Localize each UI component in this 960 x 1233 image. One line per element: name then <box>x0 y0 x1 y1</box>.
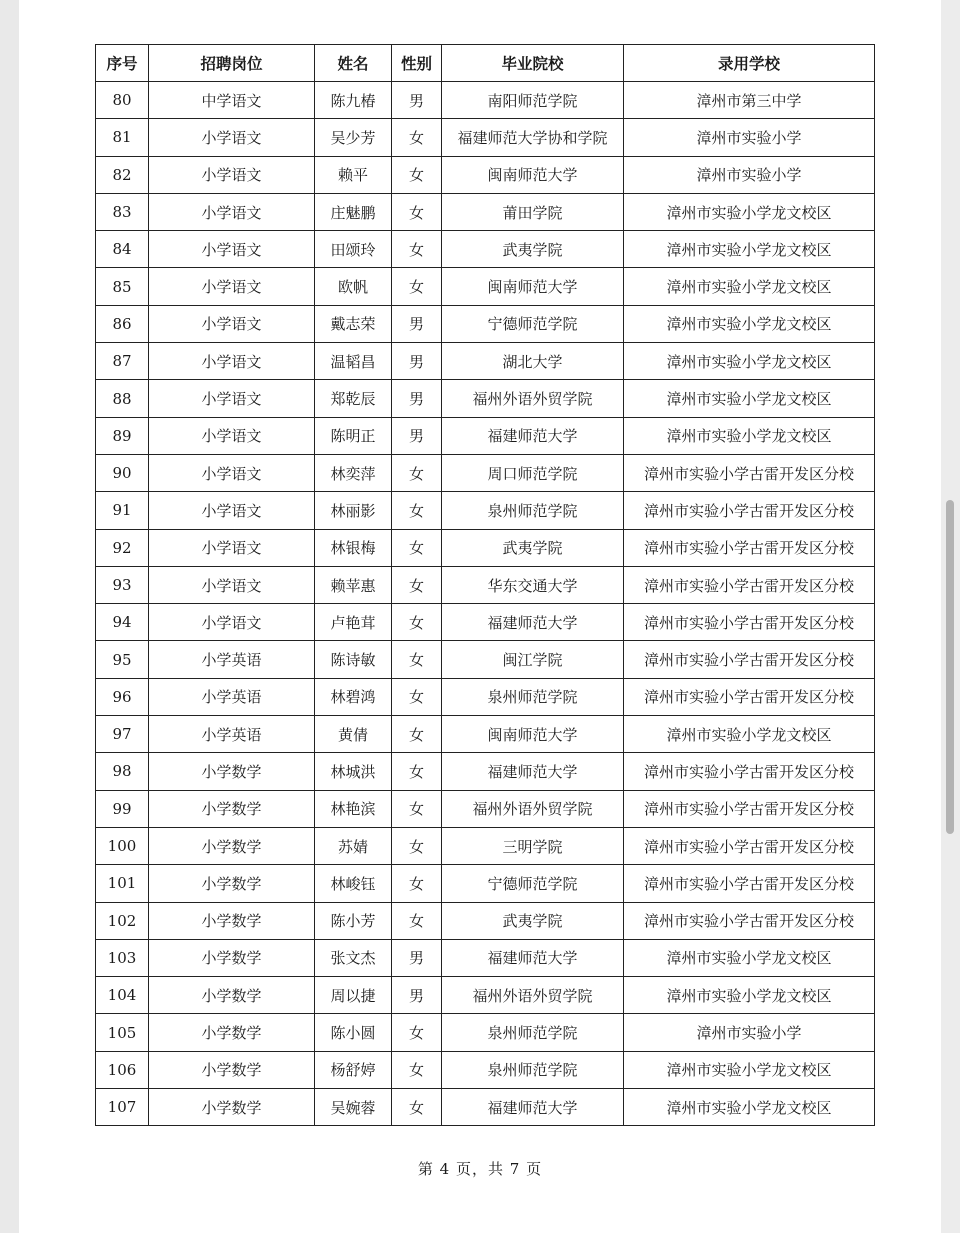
cell-gender: 女 <box>392 678 442 715</box>
cell-name: 郑乾辰 <box>315 380 392 417</box>
cell-name: 田颂玲 <box>315 231 392 268</box>
cell-gender: 男 <box>392 380 442 417</box>
cell-graduated-from: 宁德师范学院 <box>442 865 624 902</box>
cell-graduated-from: 宁德师范学院 <box>442 305 624 342</box>
cell-position: 小学数学 <box>149 977 315 1014</box>
cell-gender: 女 <box>392 604 442 641</box>
cell-name: 黄倩 <box>315 716 392 753</box>
table-row <box>96 454 875 491</box>
cell-gender: 女 <box>392 119 442 156</box>
cell-hired-school: 漳州市实验小学 <box>624 156 875 193</box>
cell-position: 小学语文 <box>149 604 315 641</box>
page-number-footer: 第 4 页，共 7 页 <box>417 1160 543 1178</box>
cell-position: 小学英语 <box>149 678 315 715</box>
cell-name: 温韬昌 <box>315 343 392 380</box>
cell-name: 赖平 <box>315 156 392 193</box>
table-row <box>96 492 875 529</box>
cell-name: 林碧鸿 <box>315 678 392 715</box>
table-row <box>96 193 875 230</box>
cell-hired-school: 漳州市实验小学龙文校区 <box>624 305 875 342</box>
cell-hired-school: 漳州市实验小学古雷开发区分校 <box>624 678 875 715</box>
table-row <box>96 119 875 156</box>
table-row <box>96 604 875 641</box>
header-graduated-from: 毕业院校 <box>442 45 624 82</box>
cell-name: 陈明正 <box>315 417 392 454</box>
vertical-scrollbar[interactable] <box>941 0 960 1233</box>
cell-graduated-from: 南阳师范学院 <box>442 82 624 119</box>
cell-graduated-from: 闽南师范大学 <box>442 716 624 753</box>
cell-gender: 男 <box>392 977 442 1014</box>
scrollbar-thumb[interactable] <box>946 500 954 834</box>
cell-hired-school: 漳州市实验小学古雷开发区分校 <box>624 753 875 790</box>
cell-name: 林峻钰 <box>315 865 392 902</box>
cell-hired-school: 漳州市实验小学龙文校区 <box>624 1089 875 1126</box>
cell-name: 杨舒婷 <box>315 1051 392 1088</box>
cell-name: 陈小芳 <box>315 902 392 939</box>
cell-serial-number: 90 <box>96 454 149 491</box>
cell-graduated-from: 福州外语外贸学院 <box>442 380 624 417</box>
cell-graduated-from: 福州外语外贸学院 <box>442 790 624 827</box>
cell-serial-number: 106 <box>96 1051 149 1088</box>
cell-hired-school: 漳州市实验小学龙文校区 <box>624 268 875 305</box>
cell-hired-school: 漳州市实验小学龙文校区 <box>624 193 875 230</box>
cell-serial-number: 85 <box>96 268 149 305</box>
table-row <box>96 343 875 380</box>
cell-serial-number: 89 <box>96 417 149 454</box>
table-row <box>96 417 875 454</box>
cell-position: 小学语文 <box>149 119 315 156</box>
cell-name: 欧帆 <box>315 268 392 305</box>
cell-graduated-from: 泉州师范学院 <box>442 1051 624 1088</box>
cell-gender: 女 <box>392 790 442 827</box>
cell-graduated-from: 湖北大学 <box>442 343 624 380</box>
cell-gender: 女 <box>392 716 442 753</box>
cell-hired-school: 漳州市实验小学古雷开发区分校 <box>624 790 875 827</box>
cell-position: 小学英语 <box>149 641 315 678</box>
cell-gender: 女 <box>392 156 442 193</box>
cell-gender: 女 <box>392 641 442 678</box>
cell-position: 小学语文 <box>149 156 315 193</box>
cell-position: 小学语文 <box>149 454 315 491</box>
cell-hired-school: 漳州市实验小学古雷开发区分校 <box>624 454 875 491</box>
cell-position: 小学语文 <box>149 343 315 380</box>
cell-gender: 女 <box>392 902 442 939</box>
cell-gender: 女 <box>392 193 442 230</box>
cell-hired-school: 漳州市实验小学古雷开发区分校 <box>624 902 875 939</box>
cell-gender: 男 <box>392 417 442 454</box>
cell-gender: 女 <box>392 1014 442 1051</box>
header-position: 招聘岗位 <box>149 45 315 82</box>
cell-hired-school: 漳州市实验小学古雷开发区分校 <box>624 865 875 902</box>
cell-position: 小学语文 <box>149 529 315 566</box>
cell-name: 林艳滨 <box>315 790 392 827</box>
cell-graduated-from: 三明学院 <box>442 827 624 864</box>
header-hired-school: 录用学校 <box>624 45 875 82</box>
cell-gender: 女 <box>392 529 442 566</box>
cell-serial-number: 81 <box>96 119 149 156</box>
cell-graduated-from: 福建师范大学协和学院 <box>442 119 624 156</box>
table-row <box>96 566 875 603</box>
table-row <box>96 790 875 827</box>
cell-position: 小学数学 <box>149 902 315 939</box>
cell-serial-number: 103 <box>96 939 149 976</box>
table-row <box>96 1089 875 1126</box>
table-row <box>96 827 875 864</box>
cell-name: 吴婉蓉 <box>315 1089 392 1126</box>
table-body <box>96 82 875 1126</box>
table-row <box>96 753 875 790</box>
cell-gender: 男 <box>392 305 442 342</box>
header-serial-number: 序号 <box>96 45 149 82</box>
cell-graduated-from: 福建师范大学 <box>442 604 624 641</box>
cell-name: 林丽影 <box>315 492 392 529</box>
cell-gender: 女 <box>392 492 442 529</box>
cell-graduated-from: 泉州师范学院 <box>442 678 624 715</box>
table-row <box>96 939 875 976</box>
cell-position: 小学英语 <box>149 716 315 753</box>
cell-serial-number: 95 <box>96 641 149 678</box>
cell-name: 陈九椿 <box>315 82 392 119</box>
cell-serial-number: 86 <box>96 305 149 342</box>
cell-graduated-from: 武夷学院 <box>442 231 624 268</box>
table-row <box>96 1014 875 1051</box>
header-row <box>96 45 875 82</box>
cell-gender: 女 <box>392 1051 442 1088</box>
table-header <box>96 45 875 82</box>
table-row <box>96 305 875 342</box>
cell-serial-number: 80 <box>96 82 149 119</box>
table-row <box>96 268 875 305</box>
cell-name: 苏婧 <box>315 827 392 864</box>
cell-hired-school: 漳州市实验小学古雷开发区分校 <box>624 492 875 529</box>
cell-serial-number: 94 <box>96 604 149 641</box>
cell-gender: 女 <box>392 231 442 268</box>
cell-position: 小学数学 <box>149 865 315 902</box>
cell-serial-number: 83 <box>96 193 149 230</box>
table-row <box>96 716 875 753</box>
cell-serial-number: 97 <box>96 716 149 753</box>
table-row <box>96 231 875 268</box>
cell-graduated-from: 福州外语外贸学院 <box>442 977 624 1014</box>
cell-hired-school: 漳州市实验小学古雷开发区分校 <box>624 827 875 864</box>
cell-name: 林奕萍 <box>315 454 392 491</box>
cell-hired-school: 漳州市实验小学 <box>624 119 875 156</box>
cell-position: 小学数学 <box>149 939 315 976</box>
cell-gender: 男 <box>392 82 442 119</box>
cell-position: 小学语文 <box>149 417 315 454</box>
cell-position: 小学数学 <box>149 1051 315 1088</box>
cell-graduated-from: 武夷学院 <box>442 902 624 939</box>
cell-hired-school: 漳州市实验小学古雷开发区分校 <box>624 604 875 641</box>
cell-position: 小学数学 <box>149 753 315 790</box>
cell-graduated-from: 闽南师范大学 <box>442 156 624 193</box>
cell-gender: 女 <box>392 268 442 305</box>
cell-gender: 女 <box>392 753 442 790</box>
cell-graduated-from: 福建师范大学 <box>442 417 624 454</box>
cell-hired-school: 漳州市实验小学龙文校区 <box>624 977 875 1014</box>
cell-position: 小学数学 <box>149 1089 315 1126</box>
cell-position: 小学语文 <box>149 305 315 342</box>
cell-position: 小学语文 <box>149 193 315 230</box>
cell-hired-school: 漳州市实验小学龙文校区 <box>624 417 875 454</box>
cell-graduated-from: 福建师范大学 <box>442 753 624 790</box>
cell-name: 陈诗敏 <box>315 641 392 678</box>
cell-name: 赖苹惠 <box>315 566 392 603</box>
cell-hired-school: 漳州市实验小学龙文校区 <box>624 716 875 753</box>
cell-graduated-from: 泉州师范学院 <box>442 492 624 529</box>
cell-position: 小学语文 <box>149 268 315 305</box>
cell-serial-number: 96 <box>96 678 149 715</box>
hiring-results-table <box>95 44 875 1126</box>
table-row <box>96 678 875 715</box>
cell-gender: 女 <box>392 454 442 491</box>
cell-serial-number: 82 <box>96 156 149 193</box>
cell-name: 林银梅 <box>315 529 392 566</box>
cell-name: 戴志荣 <box>315 305 392 342</box>
header-name: 姓名 <box>315 45 392 82</box>
cell-position: 小学数学 <box>149 1014 315 1051</box>
table-row <box>96 1051 875 1088</box>
cell-position: 小学语文 <box>149 231 315 268</box>
header-gender: 性别 <box>392 45 442 82</box>
cell-hired-school: 漳州市实验小学古雷开发区分校 <box>624 641 875 678</box>
cell-serial-number: 93 <box>96 566 149 603</box>
cell-position: 小学数学 <box>149 790 315 827</box>
cell-hired-school: 漳州市实验小学古雷开发区分校 <box>624 529 875 566</box>
table-row <box>96 902 875 939</box>
table-row <box>96 156 875 193</box>
cell-hired-school: 漳州市实验小学龙文校区 <box>624 939 875 976</box>
cell-name: 卢艳茸 <box>315 604 392 641</box>
cell-hired-school: 漳州市实验小学 <box>624 1014 875 1051</box>
cell-name: 庄魅鹏 <box>315 193 392 230</box>
cell-serial-number: 100 <box>96 827 149 864</box>
cell-hired-school: 漳州市实验小学龙文校区 <box>624 231 875 268</box>
cell-gender: 女 <box>392 566 442 603</box>
cell-graduated-from: 武夷学院 <box>442 529 624 566</box>
table-row <box>96 529 875 566</box>
cell-graduated-from: 闽南师范大学 <box>442 268 624 305</box>
cell-serial-number: 88 <box>96 380 149 417</box>
table-row <box>96 865 875 902</box>
cell-name: 周以捷 <box>315 977 392 1014</box>
cell-name: 林城洪 <box>315 753 392 790</box>
cell-hired-school: 漳州市第三中学 <box>624 82 875 119</box>
cell-gender: 女 <box>392 1089 442 1126</box>
cell-position: 小学语文 <box>149 492 315 529</box>
cell-position: 小学语文 <box>149 566 315 603</box>
cell-serial-number: 107 <box>96 1089 149 1126</box>
cell-name: 张文杰 <box>315 939 392 976</box>
cell-serial-number: 98 <box>96 753 149 790</box>
cell-serial-number: 99 <box>96 790 149 827</box>
cell-position: 小学数学 <box>149 827 315 864</box>
cell-position: 中学语文 <box>149 82 315 119</box>
cell-serial-number: 84 <box>96 231 149 268</box>
table-row <box>96 641 875 678</box>
cell-serial-number: 91 <box>96 492 149 529</box>
cell-graduated-from: 周口师范学院 <box>442 454 624 491</box>
cell-gender: 男 <box>392 939 442 976</box>
cell-hired-school: 漳州市实验小学龙文校区 <box>624 1051 875 1088</box>
cell-graduated-from: 福建师范大学 <box>442 939 624 976</box>
cell-serial-number: 101 <box>96 865 149 902</box>
cell-graduated-from: 福建师范大学 <box>442 1089 624 1126</box>
cell-hired-school: 漳州市实验小学古雷开发区分校 <box>624 566 875 603</box>
cell-serial-number: 87 <box>96 343 149 380</box>
cell-serial-number: 105 <box>96 1014 149 1051</box>
cell-gender: 女 <box>392 865 442 902</box>
cell-name: 陈小圆 <box>315 1014 392 1051</box>
cell-hired-school: 漳州市实验小学龙文校区 <box>624 380 875 417</box>
table-row <box>96 977 875 1014</box>
table-row <box>96 380 875 417</box>
cell-name: 吴少芳 <box>315 119 392 156</box>
cell-gender: 女 <box>392 827 442 864</box>
cell-serial-number: 104 <box>96 977 149 1014</box>
cell-graduated-from: 闽江学院 <box>442 641 624 678</box>
cell-serial-number: 92 <box>96 529 149 566</box>
cell-serial-number: 102 <box>96 902 149 939</box>
cell-graduated-from: 莆田学院 <box>442 193 624 230</box>
table-row <box>96 82 875 119</box>
document-page <box>19 0 941 1233</box>
cell-graduated-from: 泉州师范学院 <box>442 1014 624 1051</box>
cell-gender: 男 <box>392 343 442 380</box>
cell-graduated-from: 华东交通大学 <box>442 566 624 603</box>
cell-position: 小学语文 <box>149 380 315 417</box>
cell-hired-school: 漳州市实验小学龙文校区 <box>624 343 875 380</box>
